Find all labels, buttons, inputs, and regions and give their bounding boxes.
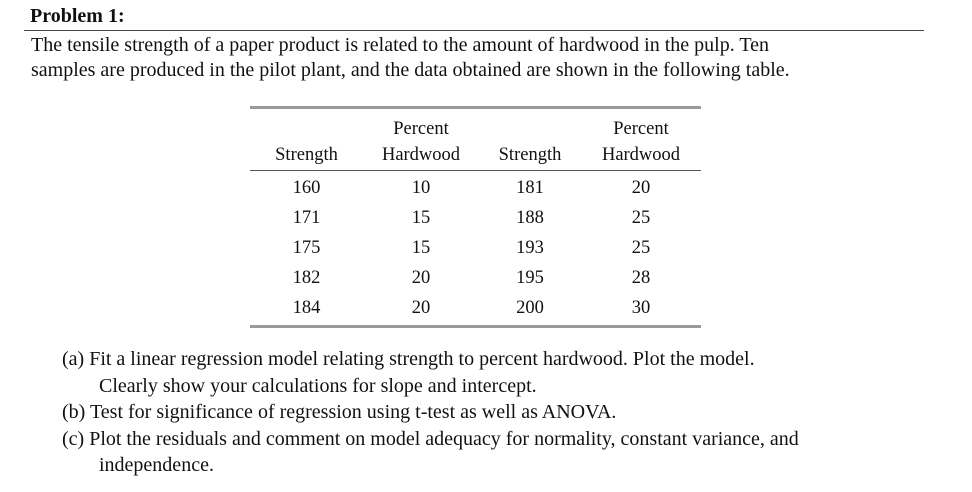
column-header: Percent bbox=[613, 119, 669, 139]
table-cell: 20 bbox=[411, 267, 431, 288]
table-cell: 182 bbox=[292, 267, 321, 288]
task-c-line-2: independence. bbox=[99, 454, 214, 476]
table-cell: 28 bbox=[631, 267, 651, 288]
table-cell: 25 bbox=[631, 237, 651, 258]
data-table bbox=[250, 106, 701, 328]
task-b-line-1: (b) Test for significance of regression using t-test as well as ANOVA. bbox=[62, 401, 617, 423]
table-cell: 15 bbox=[411, 237, 431, 258]
table-cell: 195 bbox=[516, 267, 544, 288]
table-cell: 184 bbox=[292, 297, 321, 318]
column-header bbox=[479, 108, 581, 141]
column-header: Hardwood bbox=[363, 140, 479, 171]
table-cell: 25 bbox=[631, 207, 651, 228]
task-a-line-1: (a) Fit a linear regression model relating strength to percent hardwood. Plot the model. bbox=[62, 348, 755, 370]
table-cell: 175 bbox=[292, 237, 321, 258]
table-row bbox=[250, 171, 701, 204]
table-row bbox=[250, 263, 701, 293]
table-row bbox=[250, 293, 701, 327]
table-cell: 15 bbox=[411, 207, 431, 228]
task-a-line-2: Clearly show your calculations for slope and intercept. bbox=[99, 374, 537, 397]
column-header: Strength bbox=[250, 140, 363, 171]
table-row bbox=[250, 233, 701, 263]
table-cell: 193 bbox=[516, 237, 544, 258]
table-cell: 200 bbox=[516, 297, 544, 318]
problem-title: Problem 1: bbox=[30, 5, 125, 27]
table-cell: 30 bbox=[631, 297, 651, 318]
table-cell: 181 bbox=[516, 177, 544, 198]
column-header bbox=[250, 108, 363, 141]
table-cell: 188 bbox=[516, 207, 544, 228]
task-c bbox=[62, 426, 799, 479]
column-header: Percent bbox=[393, 119, 449, 139]
column-header: Hardwood bbox=[581, 140, 701, 171]
task-a bbox=[62, 346, 799, 399]
problem-intro bbox=[31, 33, 790, 83]
task-c-line-1: (c) Plot the residuals and comment on model adequacy for normality, constant variance, and bbox=[62, 427, 799, 450]
task-list bbox=[62, 346, 799, 479]
task-b bbox=[62, 399, 799, 426]
intro-line-1: The tensile strength of a paper product is related to the amount of hardwood in the pulp. Ten bbox=[31, 34, 770, 56]
column-header: Strength bbox=[479, 140, 581, 171]
table-cell: 160 bbox=[292, 177, 321, 198]
table-cell: 10 bbox=[411, 177, 431, 198]
table-header-row bbox=[250, 108, 701, 141]
title-divider bbox=[24, 30, 924, 31]
table-row bbox=[250, 203, 701, 233]
intro-line-2: samples are produced in the pilot plant, and the data obtained are shown in the following table. bbox=[31, 59, 790, 81]
table-cell: 20 bbox=[631, 177, 651, 198]
table-header-row bbox=[250, 140, 701, 171]
table-cell: 171 bbox=[292, 207, 321, 228]
table-cell: 20 bbox=[411, 297, 431, 318]
